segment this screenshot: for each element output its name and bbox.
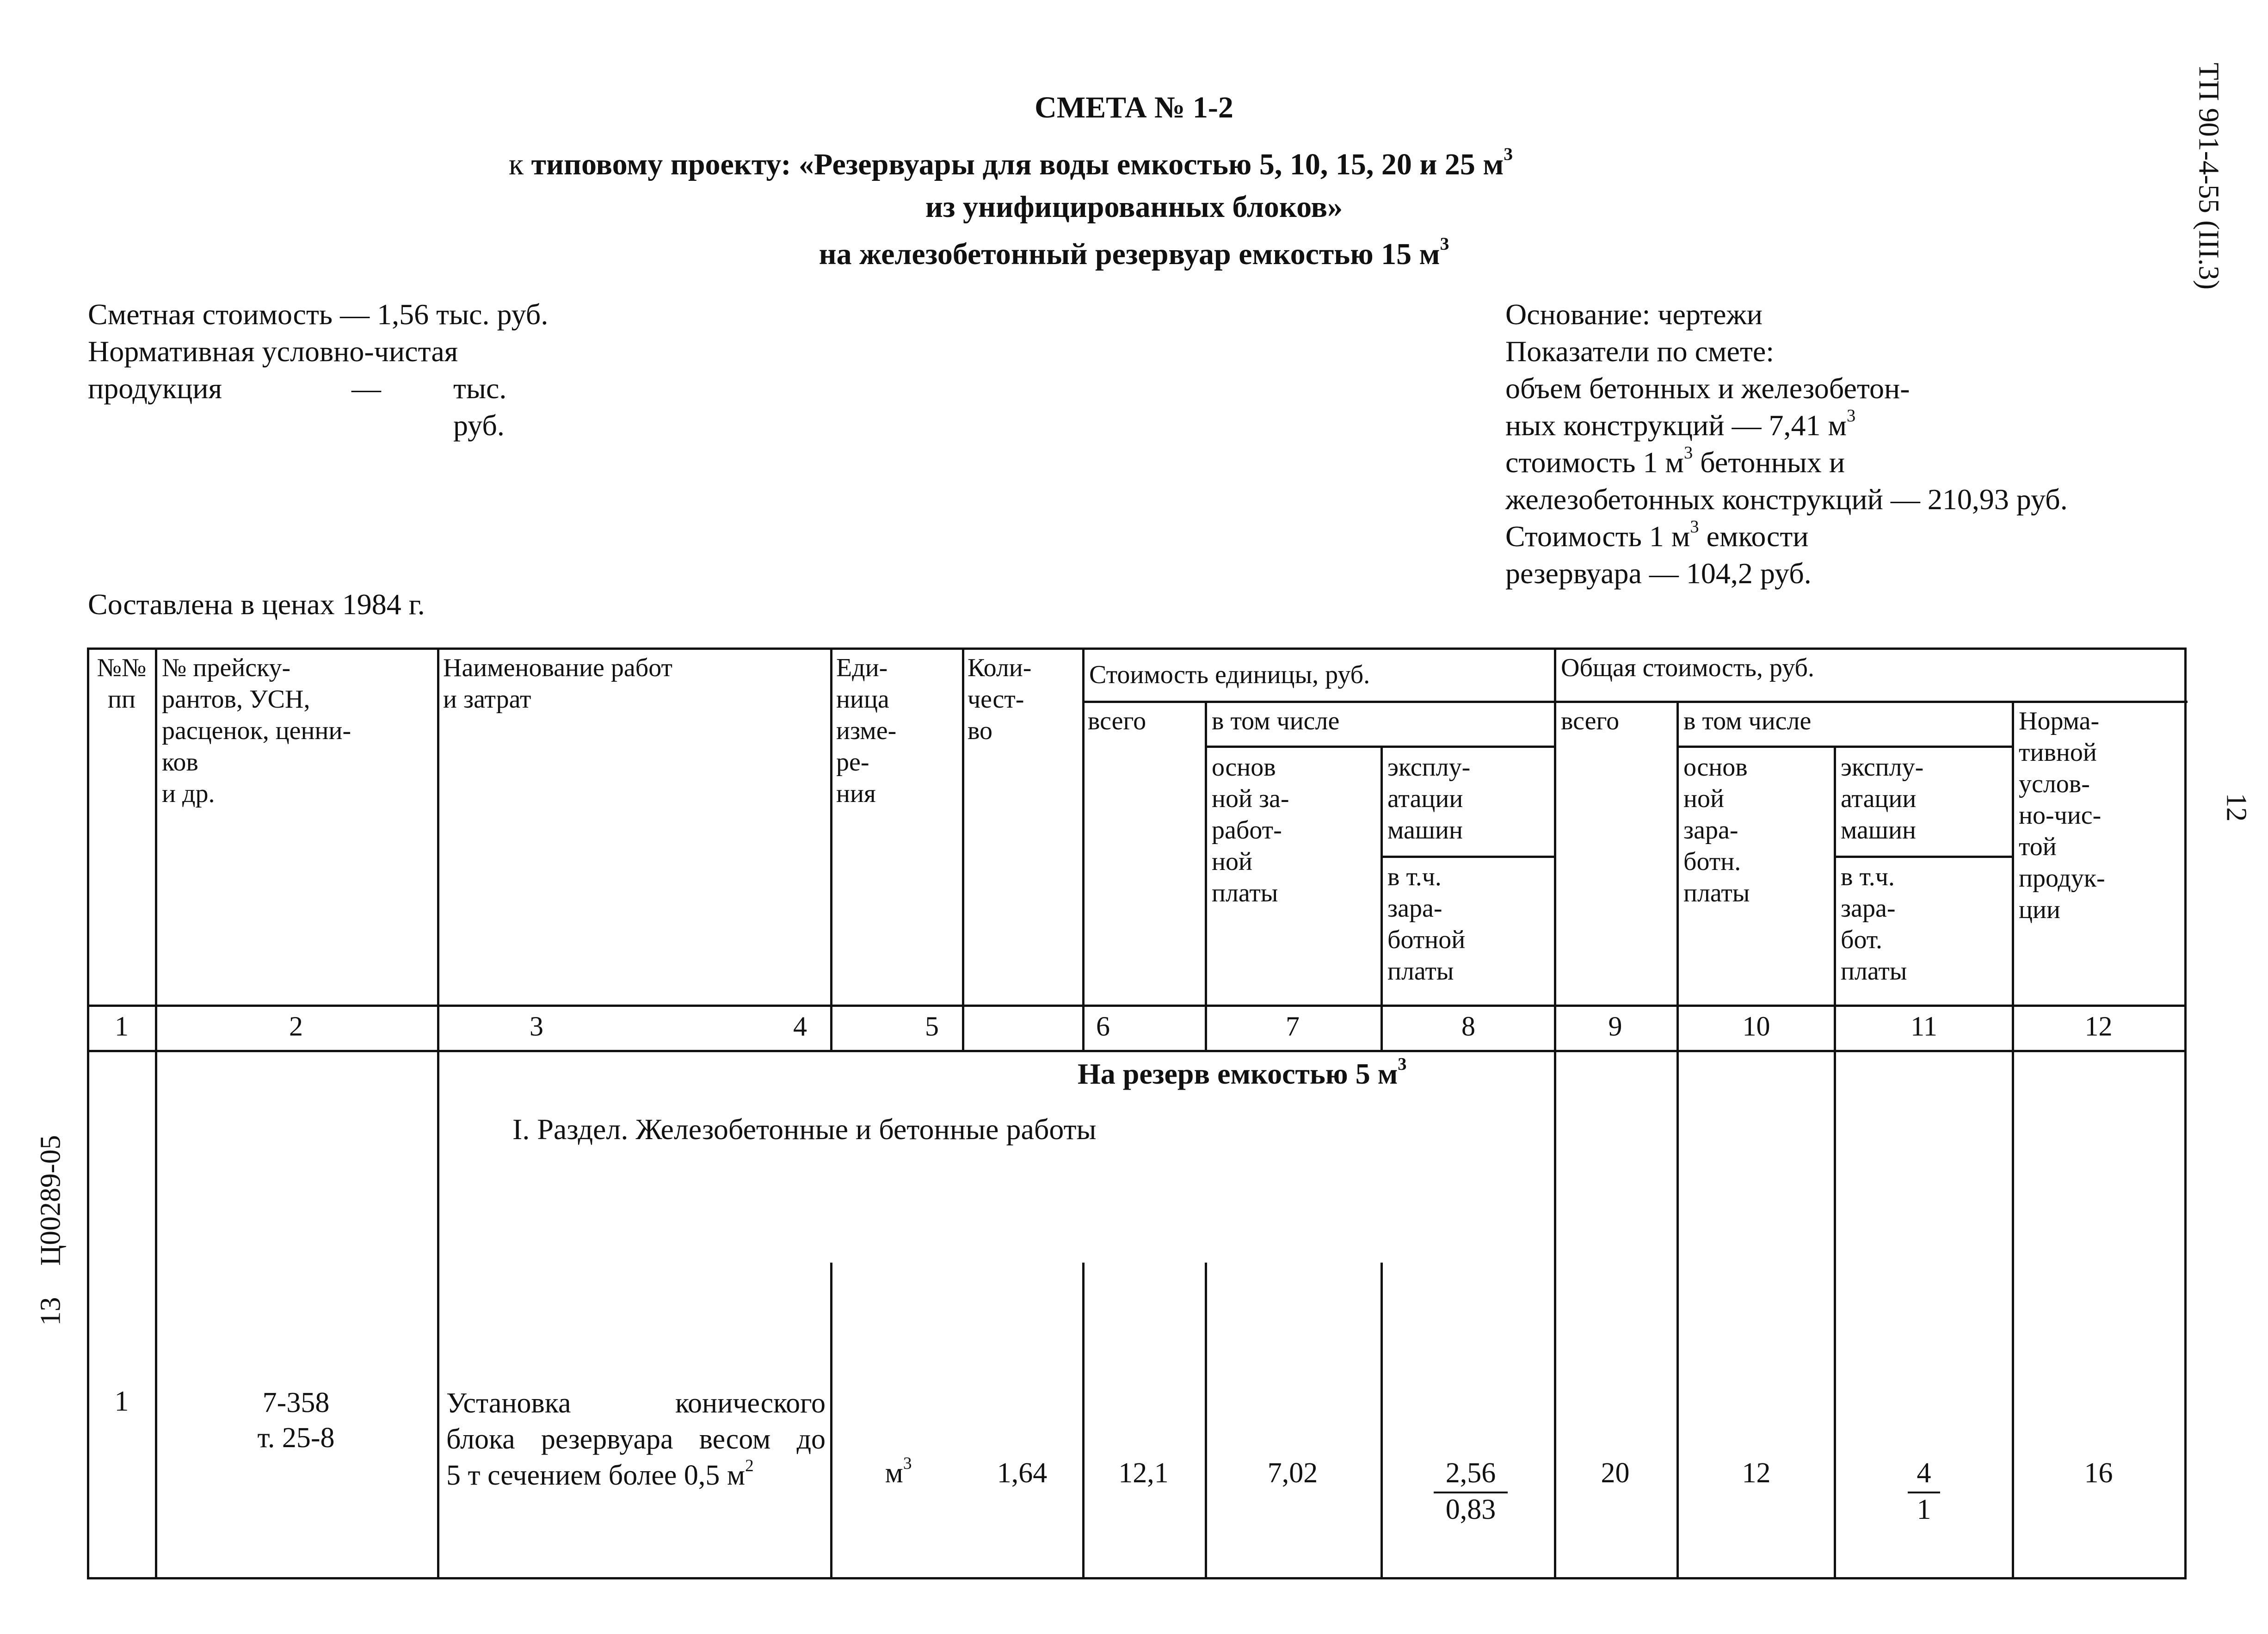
left-info [88,296,549,442]
header-rule-2 [1082,701,2188,703]
header-unit-machines: эксплу- атации машин [1387,753,1471,845]
col-border-5-body [1082,1263,1085,1579]
project-line-main: типовому проекту: «Резервуары для воды емкостью 5, 10, 15, 20 и 25 м [531,148,1504,181]
col-border-0 [87,647,89,1579]
row-total-all: 20 [1601,1457,1630,1489]
row-normative: 16 [2084,1457,2113,1489]
header-unit-all: всего [1088,707,1146,735]
project-line-cont: из унифицированных блоков» [925,190,1343,224]
col-number-9: 9 [1608,1011,1622,1042]
header-total-machines: эксплу- атации машин [1841,753,1924,845]
col-border-6-body [1205,1263,1207,1579]
row-quantity: 1,64 [997,1457,1048,1489]
page-number-right: 12 [2220,793,2252,822]
col-border-9-head [1676,701,1679,1052]
col-number-11: 11 [1911,1011,1937,1042]
col-border-10 [1834,746,1836,1579]
header-total-cost: Общая стоимость, руб. [1561,654,1814,682]
header-unit-base-wage: основ ной за- работ- ной платы [1212,753,1289,907]
col-border-7-body [1381,1263,1383,1579]
page-number-left: 13 [35,1297,67,1326]
row-number: 1 [114,1386,129,1417]
unit-cost-line-1: стоимость 1 $м^3$ бетонных и [1505,443,1845,479]
table-bottom-border [87,1577,2187,1579]
header-normative-product: Норма- тивной услов- но-чис- той продук- ции [2019,707,2105,924]
estimated-cost: Сметная стоимость — 1,56 тыс. руб. [88,298,549,331]
capacity-cost-line-2: резервуара — 104,2 руб. [1505,557,1812,590]
col-border-4-head [962,647,964,1052]
section-title: На резерв емкостью 5 $м^3$ [1078,1054,1407,1090]
col-border-11 [2012,701,2014,1579]
unit-cost-line-2: железобетонных конструкций — 210,93 руб. [1505,483,2068,516]
row-unit: $м^3$ [885,1454,912,1489]
volume-line-1: объем бетонных и железобетон- [1505,372,1910,405]
reservoir-line [0,234,2268,272]
project-code-side: ТП 901-4-55 (III.3) [2193,62,2225,290]
table-top-border [87,647,2187,650]
header-price-list: № прейску- рантов, УСН, расценок, ценни- ков и др. [162,654,351,808]
col-number-4: 4 [793,1011,807,1042]
header-bottom-border [87,1005,2187,1007]
row-total-machines: 4 [1917,1457,1931,1489]
header-total-incl: в том числе [1683,707,1812,735]
normative-dash: — [351,372,381,405]
row-unit-machines-fraction [1415,1457,1526,1526]
header-total-base-wage: основ ной зара- ботн. платы [1683,753,1750,907]
normative-unit: тыс. руб. [453,372,507,442]
archive-code-left: Ц00289-05 [35,1135,67,1266]
col-border-9-body [1676,1050,1679,1579]
header-rule-4a [1381,856,1556,858]
header-unit-incl: в том числе [1212,707,1340,735]
col-number-8: 8 [1461,1011,1475,1042]
right-info [1505,296,2068,592]
reservoir-line-sup: 3 [1440,234,1449,254]
col-number-6: 6 [1096,1011,1110,1042]
number-row-border [87,1050,2187,1052]
header-work-name: Наименование работ и затрат [443,654,672,714]
estimate-title: СМЕТА № 1-2 [1035,91,1233,124]
col-number-1: 1 [115,1011,129,1042]
header-total-all: всего [1561,707,1620,735]
header-rule-3b [1679,746,2014,748]
header-unit-machines-wage: в т.ч. зара- ботной платы [1387,863,1466,986]
normative-product: продукция [88,372,222,405]
row-total-base-wage: 12 [1742,1457,1771,1489]
col-number-7: 7 [1286,1011,1300,1042]
header-unit: Еди- ница изме- ре- ния [836,654,897,808]
row-unit-machines-wage: 0,83 [1445,1494,1496,1525]
header-row-number: №№ пп [97,654,147,714]
reservoir-line-main: на железобетонный резервуар емкостью 15 м [819,237,1440,271]
normative-label: Нормативная условно-чистая [88,335,458,368]
col-border-5-head [1082,647,1085,1052]
row-unit-all: 12,1 [1118,1457,1169,1489]
prices-year: Составлена в ценах 1984 г. [88,588,425,621]
volume-line-2: ных конструкций — 7,41 $м^3$ [1505,406,1856,442]
capacity-cost-line-1: Стоимость 1 $м^3$ емкости [1505,517,1809,553]
project-line [509,144,1757,182]
header-rule-4b [1836,856,2014,858]
col-border-3-head [830,647,832,1052]
row-total-machines-wage: 1 [1917,1494,1931,1525]
indicators-label: Показатели по смете: [1505,335,1775,368]
col-number-12: 12 [2084,1011,2113,1042]
col-border-8 [1554,647,1556,1579]
basis: Основание: чертежи [1505,298,1763,331]
col-border-2 [437,647,439,1579]
col-number-5: 5 [925,1011,939,1042]
row-unit-base-wage: 7,02 [1267,1457,1318,1489]
project-line-prefix: к [509,148,524,181]
col-border-12 [2184,647,2187,1579]
col-number-3: 3 [530,1011,543,1042]
col-border-7-head [1381,746,1383,1052]
col-number-10: 10 [1742,1011,1770,1042]
header-quantity: Коли- чест- во [968,654,1032,745]
row-work-name: Установка конического блока резервуара весом до 5 т сечением более 0,5 $м^2$ [446,1387,826,1491]
col-border-3-body [830,1263,832,1579]
header-unit-cost: Стоимость единицы, руб. [1089,660,1370,689]
col-number-2: 2 [289,1011,303,1042]
col-border-6-head [1205,701,1207,1052]
normative-value [88,370,548,442]
row-total-machines-fraction [1873,1457,1975,1526]
row-unit-machines: 2,56 [1445,1457,1496,1489]
section-subtitle: I. Раздел. Железобетонные и бетонные работы [512,1113,1097,1146]
project-line-sup: 3 [1504,144,1513,165]
header-total-machines-wage: в т.ч. зара- бот. платы [1841,863,1907,986]
row-price-code: 7-358 т. 25-8 [257,1387,335,1454]
